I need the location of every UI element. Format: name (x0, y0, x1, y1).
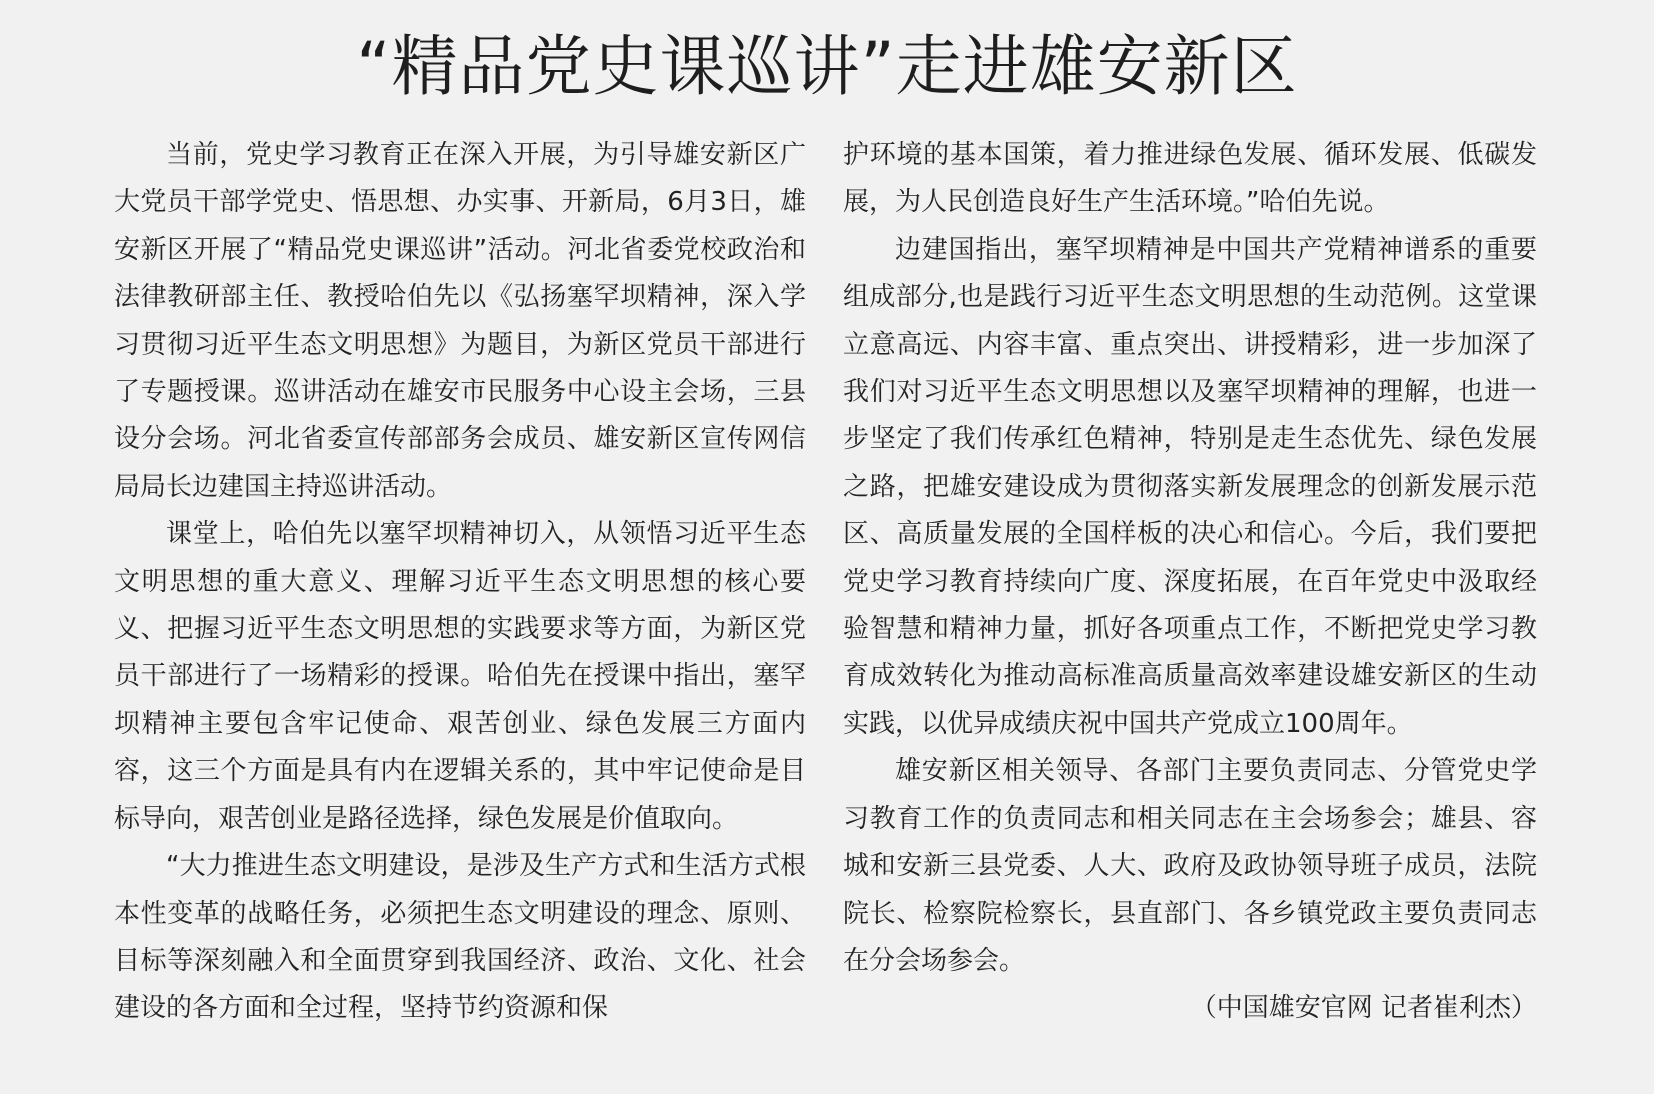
left-column (114, 132, 806, 1033)
paragraph-intro: 当前，党史学习教育正在深入开展，为引导雄安新区广大党员干部学党史、悟思想、办实事、开新局，6月3日，雄安新区开展了“精品党史课巡讲”活动。河北省委党校政治和法律教研部主任、教授哈伯先以《弘扬塞罕坝精神，深入学习贯彻习近平生态文明思想》为题目，为新区党员干部进行了专题授课。巡讲活动在雄安市民服务中心设主会场，三县设分会场。河北省委宣传部部务会成员、雄安新区宣传网信局局长边建国主持巡讲活动。 (114, 140, 806, 502)
article-byline: （中国雄安官网 记者崔利杰） (1190, 993, 1537, 1024)
right-column (843, 132, 1537, 1033)
paragraph-quote-start: “大力推进生态文明建设，是涉及生产方式和生活方式根本性变革的战略任务，必须把生态文明建设的理念、原则、目标等深刻融入和全面贯穿到我国经济、政治、文化、社会建设的各方面和全过程，坚持节约资源和保 (114, 851, 806, 1024)
paragraph-quote-end: 护环境的基本国策，着力推进绿色发展、循环发展、低碳发展，为人民创造良好生产生活环境。”哈伯先说。 (843, 140, 1537, 218)
paragraph-attendees: 雄安新区相关领导、各部门主要负责同志、分管党史学习教育工作的负责同志和相关同志在主会场参会；雄县、容城和安新三县党委、人大、政府及政协领导班子成员，法院院长、检察院检察长，县直部门、各乡镇党政主要负责同志在分会场参会。 (843, 756, 1537, 976)
paragraph-host-remarks: 边建国指出，塞罕坝精神是中国共产党精神谱系的重要组成部分,也是践行习近平生态文明思想的生动范例。这堂课立意高远、内容丰富、重点突出、讲授精彩，进一步加深了我们对习近平生态文明思想以及塞罕坝精神的理解，也进一步坚定了我们传承红色精神，特别是走生态优先、绿色发展之路，把雄安建设成为贯彻落实新发展理念的创新发展示范区、高质量发展的全国样板的决心和信心。今后，我们要把党史学习教育持续向广度、深度拓展，在百年党史中汲取经验智慧和精神力量，抓好各项重点工作，不断把党史学习教育成效转化为推动高标准高质量高效率建设雄安新区的生动实践，以优异成绩庆祝中国共产党成立100周年。 (843, 234, 1537, 739)
article-title: “精品党史课巡讲”走进雄安新区 (356, 28, 1298, 105)
paragraph-lecture: 课堂上，哈伯先以塞罕坝精神切入，从领悟习近平生态文明思想的重大意义、理解习近平生态文明思想的核心要义、把握习近平生态文明思想的实践要求等方面，为新区党员干部进行了一场精彩的授课。哈伯先在授课中指出，塞罕坝精神主要包含牢记使命、艰苦创业、绿色发展三方面内容，这三个方面是具有内在逻辑关系的，其中牢记使命是目标导向，艰苦创业是路径选择，绿色发展是价值取向。 (114, 519, 806, 834)
